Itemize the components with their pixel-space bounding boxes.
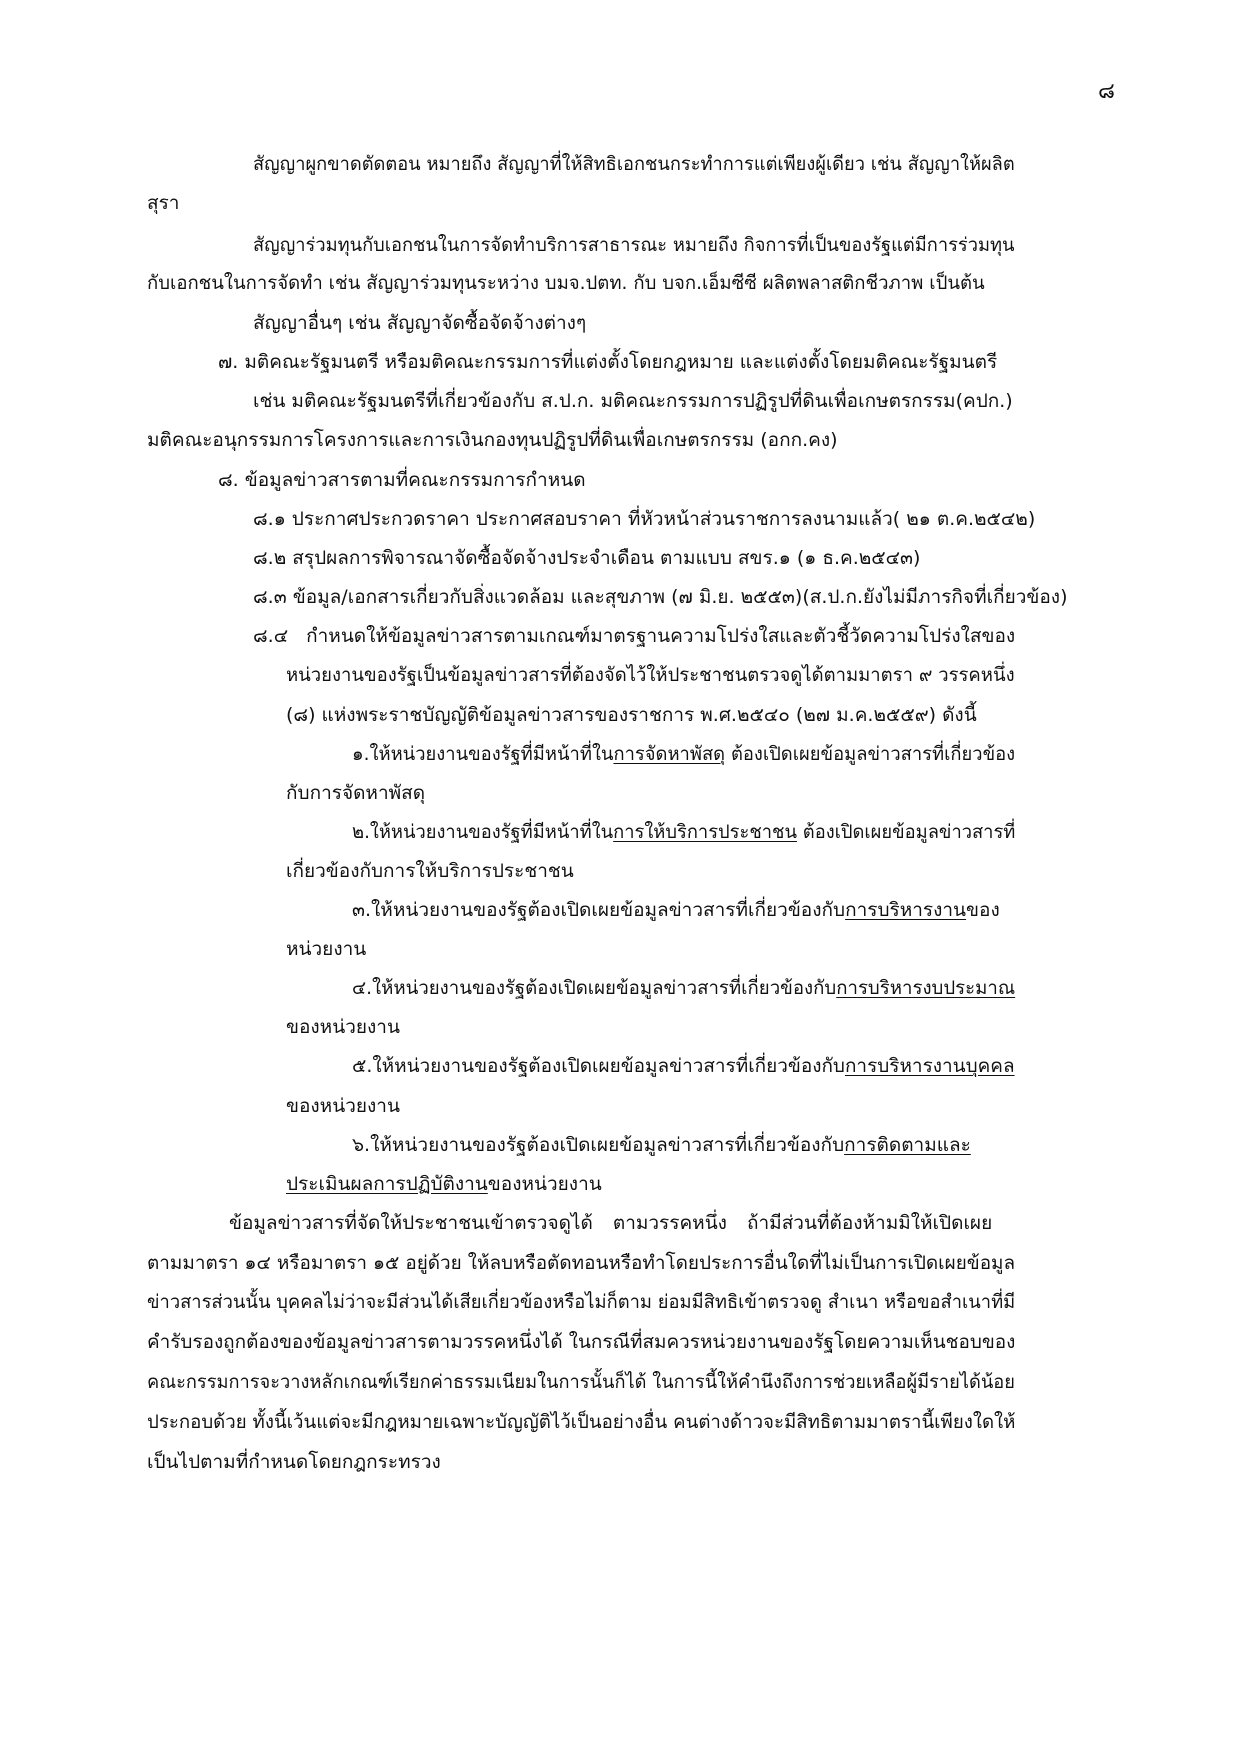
line-text: หน่วยงาน xyxy=(286,938,367,960)
line-text: เช่น มติคณะรัฐมนตรีที่เกี่ยวข้องกับ ส.ป.ก. มติคณะกรรมการปฏิรูปที่ดินเพื่อเกษตรกรรม(คปก.) xyxy=(253,390,1013,412)
line-text: ๘.๔ กำหนดให้ข้อมูลข่าวสารตามเกณฑ์มาตรฐานความโปร่งใสและตัวชี้วัดความโปร่งใสของ xyxy=(253,625,1016,647)
line-text: ของหน่วยงาน xyxy=(286,1095,400,1117)
text-line xyxy=(352,742,1015,766)
line-text: ๒.ให้หน่วยงานของรัฐที่มีหน้าที่ใน xyxy=(352,821,614,843)
text-line xyxy=(352,976,1015,1000)
underlined-term: ประเมินผลการปฏิบัติงาน xyxy=(286,1173,488,1195)
line-text: คำรับรองถูกต้องของข้อมูลข่าวสารตามวรรคหนึ่งได้ ในกรณีที่สมควรหน่วยงานของรัฐโดยความเห็นชอบของ xyxy=(147,1331,1016,1353)
underlined-term: การให้บริการประชาชน xyxy=(613,821,797,843)
page-number: ๘ xyxy=(1098,79,1115,104)
line-text: ๗. มติคณะรัฐมนตรี หรือมติคณะกรรมการที่แต่งตั้งโดยกฎหมาย และแต่งตั้งโดยมติคณะรัฐมนตรี xyxy=(218,351,998,373)
line-text: ๘. ข้อมูลข่าวสารตามที่คณะกรรมการกำหนด xyxy=(218,469,586,491)
line-text: (๘) แห่งพระราชบัญญัติข้อมูลข่าวสารของราชการ พ.ศ.๒๕๔๐ (๒๗ ม.ค.๒๕๕๙) ดังนี้ xyxy=(286,704,977,726)
line-text: ๘.๒ สรุปผลการพิจารณาจัดซื้อจัดจ้างประจำเดือน ตามแบบ สขร.๑ (๑ ธ.ค.๒๕๔๓) xyxy=(253,547,921,569)
text-line xyxy=(286,1094,400,1118)
line-text: มติคณะอนุกรรมการโครงการและการเงินกองทุนปฏิรูปที่ดินเพื่อเกษตรกรรม (อกก.คง) xyxy=(147,429,838,451)
line-text: คณะกรรมการจะวางหลักเกณฑ์เรียกค่าธรรมเนียมในการนั้นก็ได้ ในการนี้ให้คำนึงถึงการช่วยเหลือผู้มีรายได้น้อย xyxy=(147,1371,1015,1393)
text-line xyxy=(147,1330,1015,1354)
text-line xyxy=(253,233,1015,257)
text-line xyxy=(147,428,838,452)
line-text: ๖.ให้หน่วยงานของรัฐต้องเปิดเผยข้อมูลข่าวสารที่เกี่ยวข้องกับ xyxy=(352,1134,845,1156)
line-text: ๑.ให้หน่วยงานของรัฐที่มีหน้าที่ใน xyxy=(352,743,614,765)
line-text-tail: ของหน่วยงาน xyxy=(487,1173,602,1195)
line-text-tail: ของ xyxy=(966,899,1000,921)
line-text: สัญญาผูกขาดตัดตอน หมายถึง สัญญาที่ให้สิทธิเอกชนกระทำการแต่เพียงผู้เดียว เช่น สัญญาให้ผลิต xyxy=(253,153,1015,175)
text-line xyxy=(253,585,1067,609)
text-line xyxy=(147,1290,1015,1314)
text-line xyxy=(147,271,985,295)
text-line xyxy=(229,1211,992,1235)
line-text-tail: ต้องเปิดเผยข้อมูลข่าวสารที่เกี่ยวข้อง xyxy=(725,743,1016,765)
text-line xyxy=(286,663,1015,687)
text-line xyxy=(286,1015,400,1039)
text-line xyxy=(253,546,920,570)
line-text: กับการจัดหาพัสดุ xyxy=(286,782,426,804)
text-line xyxy=(218,350,997,374)
underlined-term: การบริหารงานบุคคล xyxy=(844,1055,1015,1077)
text-line xyxy=(286,703,977,727)
text-line xyxy=(218,468,586,492)
text-line xyxy=(147,1410,1015,1434)
text-line xyxy=(286,937,366,961)
text-line xyxy=(352,1133,971,1157)
line-text: ประกอบด้วย ทั้งนี้เว้นแต่จะมีกฎหมายเฉพาะบัญญัติไว้เป็นอย่างอื่น คนต่างด้าวจะมีสิทธิตามมาตรานี้เพียงใดให้ xyxy=(147,1411,1016,1433)
text-line xyxy=(286,1172,602,1196)
text-line xyxy=(147,1450,441,1474)
line-text: เกี่ยวข้องกับการให้บริการประชาชน xyxy=(286,860,574,882)
text-line xyxy=(253,311,586,335)
line-text: ตามมาตรา ๑๔ หรือมาตรา ๑๕ อยู่ด้วย ให้ลบหรือตัดทอนหรือทำโดยประการอื่นใดที่ไม่เป็นการเปิดเผยข้อมูล xyxy=(147,1252,1016,1274)
line-text: ข้อมูลข่าวสารที่จัดให้ประชาชนเข้าตรวจดูได้ ตามวรรคหนึ่ง ถ้ามีส่วนที่ต้องห้ามมิให้เปิดเผย xyxy=(229,1212,993,1234)
text-line xyxy=(286,859,574,883)
underlined-term: การติดตามและ xyxy=(844,1134,971,1156)
text-line xyxy=(253,389,1013,413)
text-line xyxy=(352,1054,1015,1078)
underlined-term: การบริหารงบประมาณ xyxy=(836,977,1016,999)
line-text: ๘.๓ ข้อมูล/เอกสารเกี่ยวกับสิ่งแวดล้อม และสุขภาพ (๗ มิ.ย. ๒๕๕๓)(ส.ป.ก.ยังไม่มีภารกิจที่เกี่ยวข้อง) xyxy=(253,586,1068,608)
line-text: กับเอกชนในการจัดทำ เช่น สัญญาร่วมทุนระหว่าง บมจ.ปตท. กับ บจก.เอ็มซีซี ผลิตพลาสติกชีวภาพ เป็นต้น xyxy=(147,272,985,294)
text-line xyxy=(352,898,1000,922)
text-line xyxy=(147,191,179,215)
line-text: สุรา xyxy=(147,192,180,214)
text-line xyxy=(147,1251,1015,1275)
line-text-tail: ต้องเปิดเผยข้อมูลข่าวสารที่ xyxy=(796,821,1016,843)
line-text: หน่วยงานของรัฐเป็นข้อมูลข่าวสารที่ต้องจัดไว้ให้ประชาชนตรวจดูได้ตามมาตรา ๙ วรรคหนึ่ง xyxy=(286,664,1015,686)
text-line xyxy=(253,624,1015,648)
text-line xyxy=(352,820,1015,844)
line-text: ของหน่วยงาน xyxy=(286,1016,400,1038)
line-text: ๔.ให้หน่วยงานของรัฐต้องเปิดเผยข้อมูลข่าวสารที่เกี่ยวข้องกับ xyxy=(352,977,837,999)
line-text: สัญญาร่วมทุนกับเอกชนในการจัดทำบริการสาธารณะ หมายถึง กิจการที่เป็นของรัฐแต่มีการร่วมทุน xyxy=(253,234,1015,256)
text-line xyxy=(147,1370,1015,1394)
underlined-term: การบริหารงาน xyxy=(845,899,967,921)
line-text: เป็นไปตามที่กำหนดโดยกฎกระทรวง xyxy=(147,1451,441,1473)
text-line xyxy=(286,781,425,805)
line-text: ๕.ให้หน่วยงานของรัฐต้องเปิดเผยข้อมูลข่าวสารที่เกี่ยวข้องกับ xyxy=(352,1055,845,1077)
text-line xyxy=(253,152,1015,176)
line-text: ข่าวสารส่วนนั้น บุคคลไม่ว่าจะมีส่วนได้เสียเกี่ยวข้องหรือไม่ก็ตาม ย่อมมีสิทธิเข้าตรวจดู สำเนา หรือขอสำเนาที่มี xyxy=(147,1291,1016,1313)
text-line xyxy=(253,507,1035,531)
underlined-term: การจัดหาพัสดุ xyxy=(613,743,726,765)
line-text: สัญญาอื่นๆ เช่น สัญญาจัดซื้อจัดจ้างต่างๆ xyxy=(253,312,587,334)
line-text: ๘.๑ ประกาศประกวดราคา ประกาศสอบราคา ที่หัวหน้าส่วนราชการลงนามแล้ว( ๒๑ ต.ค.๒๕๔๒) xyxy=(253,508,1036,530)
line-text: ๓.ให้หน่วยงานของรัฐต้องเปิดเผยข้อมูลข่าวสารที่เกี่ยวข้องกับ xyxy=(352,899,846,921)
